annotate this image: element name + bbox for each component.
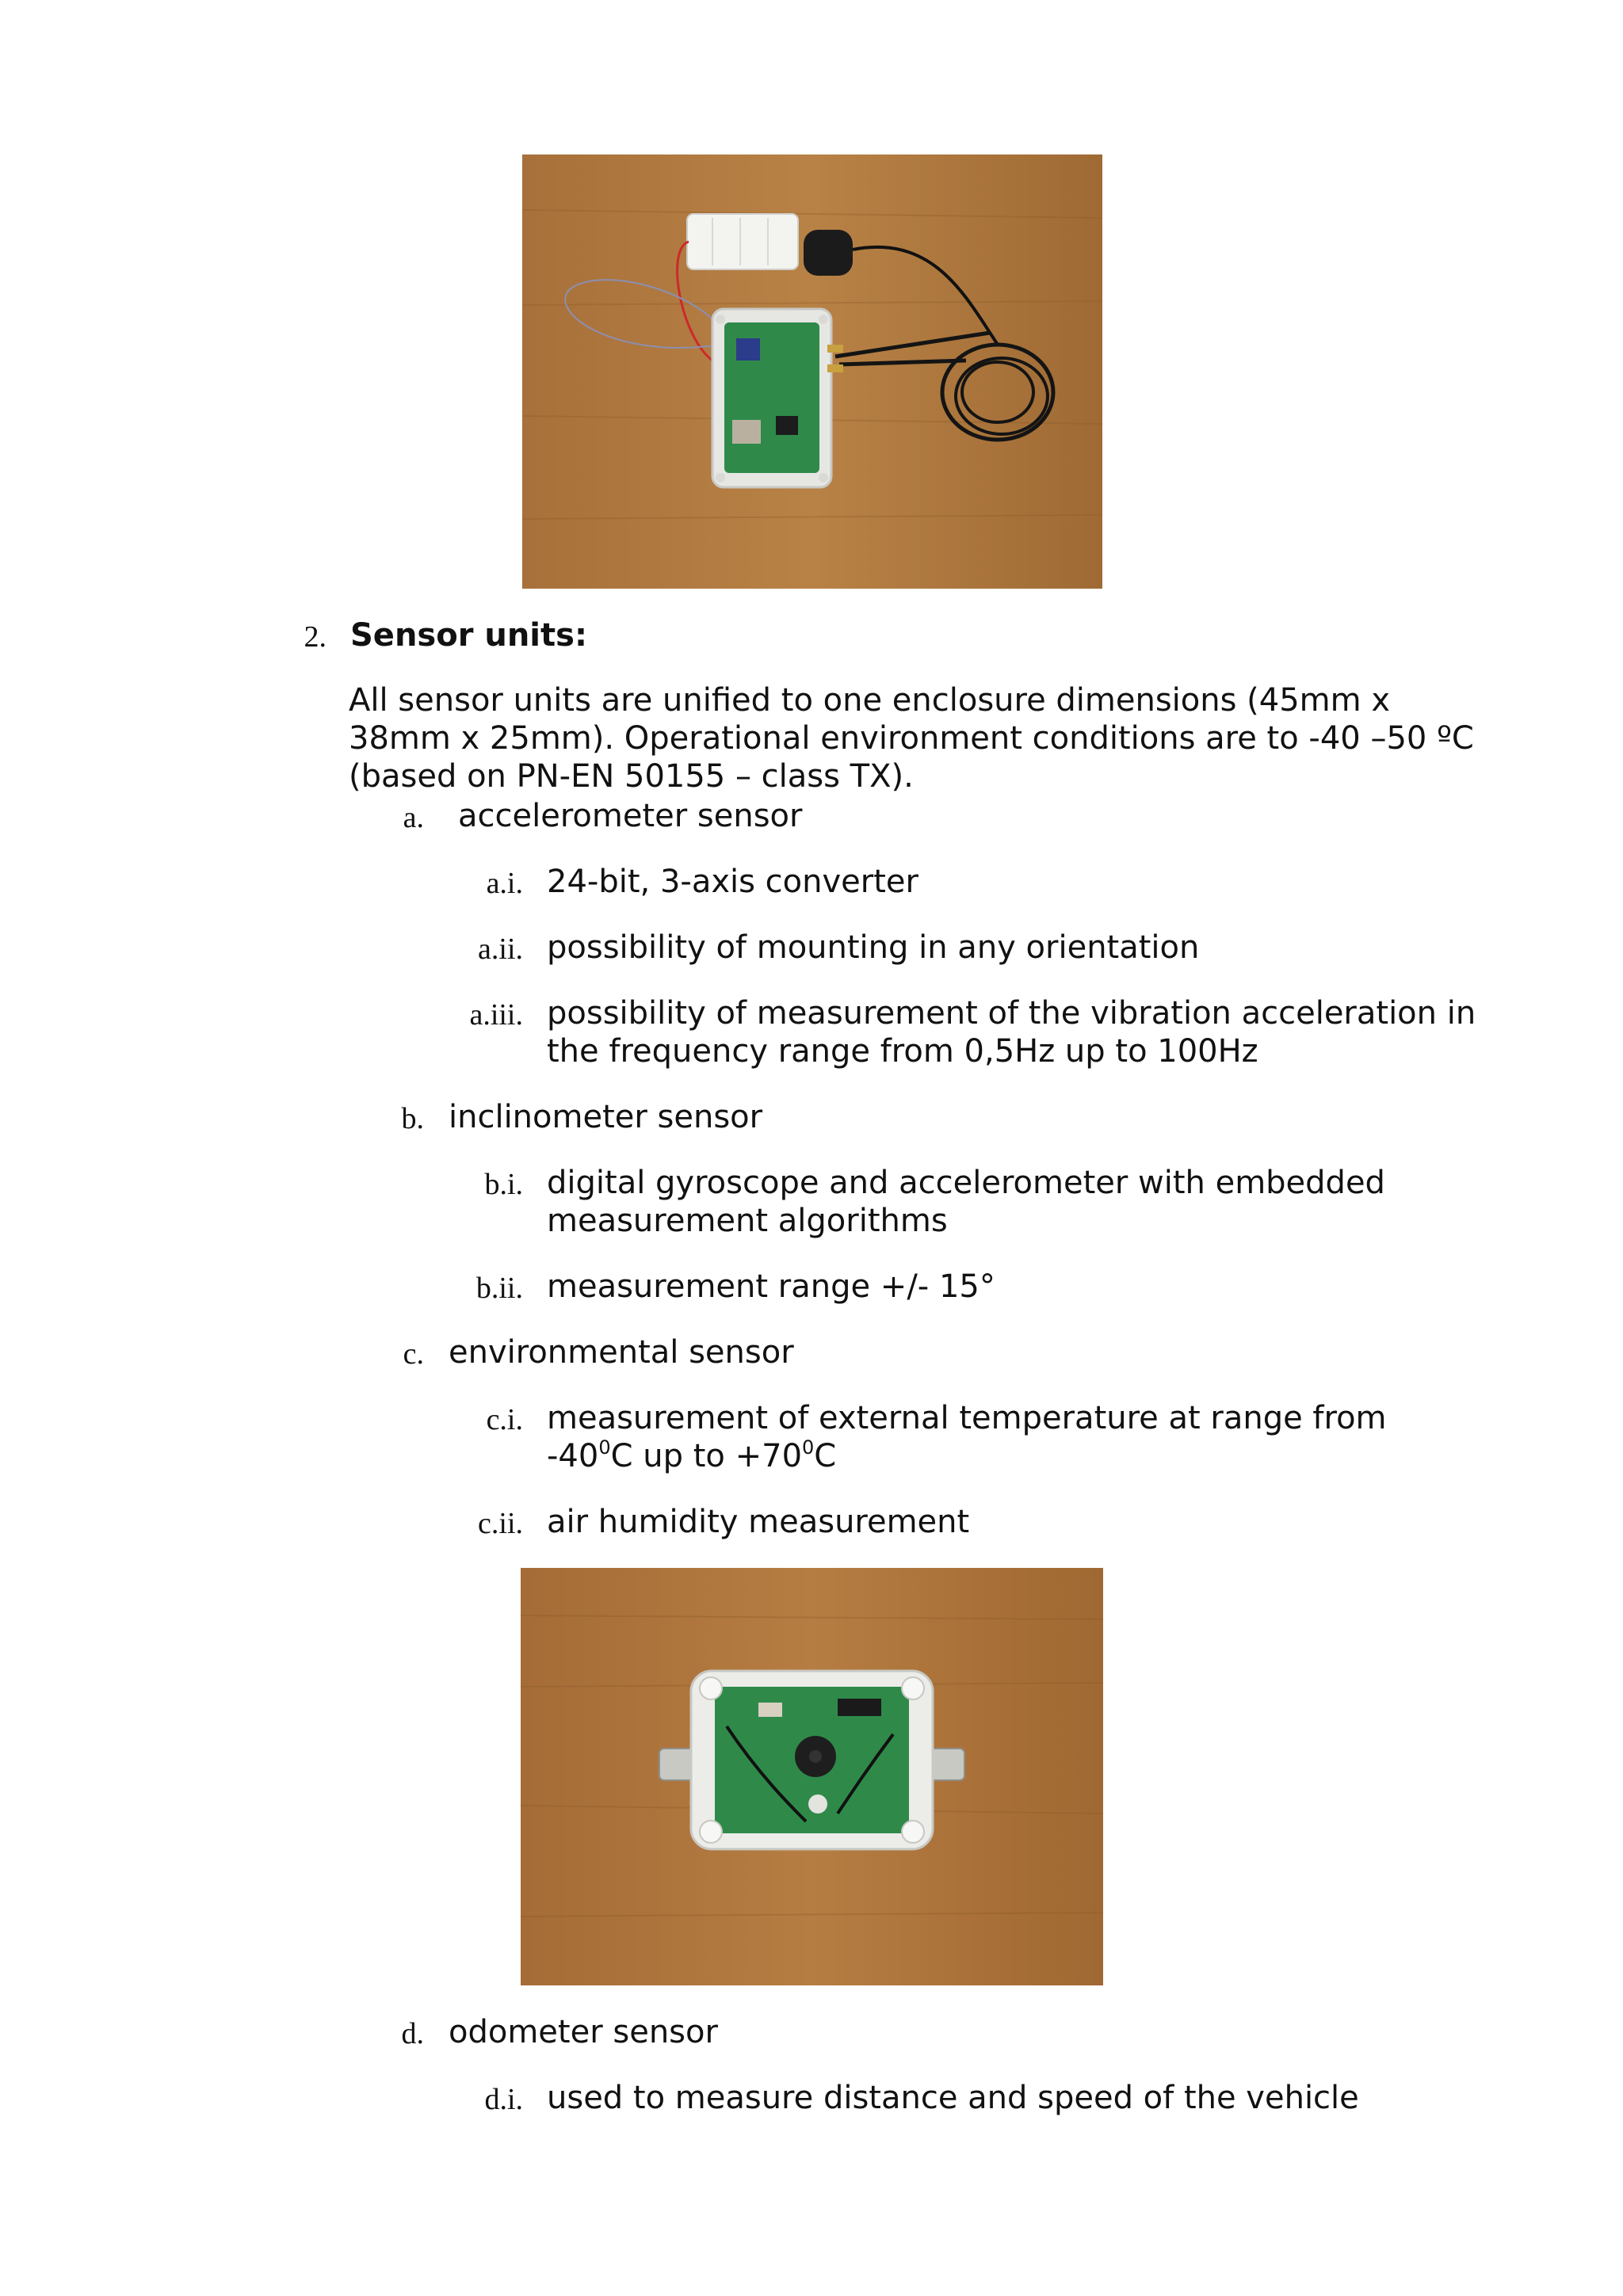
- item-marker: d.: [401, 2017, 424, 2050]
- item-label: accelerometer sensor: [458, 798, 803, 834]
- subitem-marker: a.i.: [486, 867, 523, 900]
- subitem-marker: b.ii.: [475, 1272, 523, 1305]
- sensor-unit-photo: [521, 1568, 1103, 1985]
- item-marker: c.: [403, 1337, 424, 1371]
- subitem-text: possibility of measurement of the vibration acceleration in the frequency range from 0,5Hz up to 100Hz: [547, 995, 1476, 1070]
- subitem-marker: a.iii.: [469, 998, 523, 1032]
- section-number: 2.: [304, 620, 327, 654]
- subitem-text: 24-bit, 3-axis converter: [547, 864, 918, 900]
- item-marker: b.: [401, 1102, 424, 1135]
- subitem-marker: c.i.: [486, 1403, 523, 1436]
- item-marker: a.: [403, 801, 424, 834]
- subitem-marker: d.i.: [484, 2083, 523, 2116]
- subitem-text: measurement of external temperature at range from $-40^0C$ up to $+70^0C$: [547, 1400, 1387, 1474]
- subitem-text: used to measure distance and speed of the vehicle: [547, 2080, 1359, 2116]
- main-unit-photo: [522, 154, 1102, 589]
- subitem-marker: c.ii.: [478, 1507, 523, 1540]
- section-title: Sensor units:: [350, 617, 587, 654]
- subitem-marker: a.ii.: [478, 933, 523, 966]
- section-intro: All sensor units are unified to one enclosure dimensions (45mm x 38mm x 25mm). Operational environment conditions are to -40 –50 ºC (based on PN-EN 50155 – class TX).: [349, 682, 1474, 795]
- subitem-text: measurement range +/- 15°: [547, 1268, 995, 1305]
- subitem-marker: b.i.: [484, 1168, 523, 1201]
- subitem-text: digital gyroscope and accelerometer with embedded measurement algorithms: [547, 1165, 1385, 1239]
- item-label: odometer sensor: [449, 2014, 718, 2050]
- item-label: inclinometer sensor: [449, 1099, 763, 1135]
- subitem-text: possibility of mounting in any orientation: [547, 929, 1200, 966]
- item-label: environmental sensor: [449, 1334, 794, 1371]
- subitem-text: air humidity measurement: [547, 1504, 970, 1540]
